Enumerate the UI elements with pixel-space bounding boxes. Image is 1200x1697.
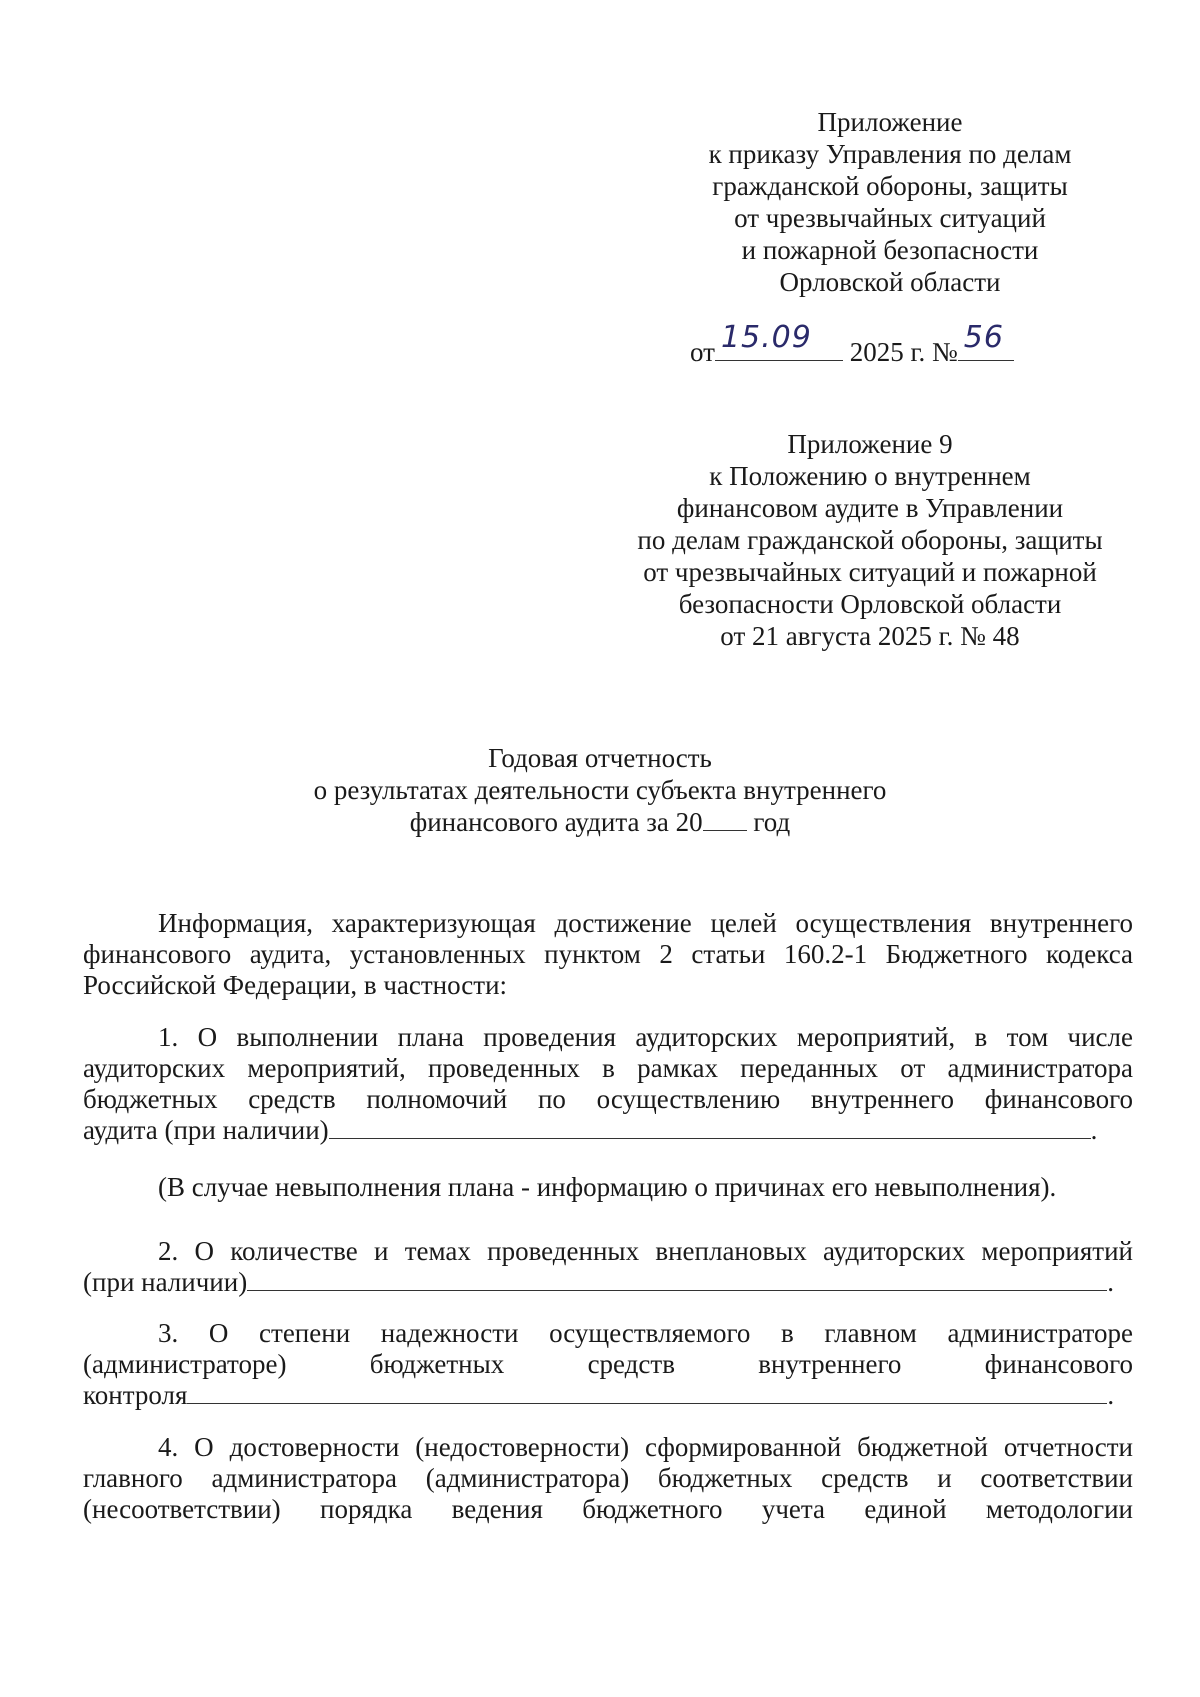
appendix-line: по делам гражданской обороны, защиты [637, 525, 1103, 555]
fill-in-blank [187, 1381, 1107, 1404]
paragraph-line: контроля . [83, 1380, 1115, 1410]
appendix-line: от чрезвычайных ситуаций [734, 203, 1046, 233]
paragraph-line: аудита (при наличии) . [83, 1115, 1098, 1145]
document-title [260, 742, 940, 838]
appendix-line: Приложение [817, 107, 963, 137]
appendix-line: гражданской обороны, защиты [712, 171, 1068, 201]
appendix-line: от 21 августа 2025 г. № 48 [720, 621, 1020, 651]
paragraph-line: (администраторе) бюджетных средств внутреннего финансового [83, 1349, 1133, 1379]
paragraph-line: (несоответствии) порядка ведения бюджетного учета единой методологии [83, 1494, 1133, 1524]
appendix-regulation-header [590, 428, 1150, 652]
paragraph-line: 1. О выполнении плана проведения аудиторских мероприятий, в том числе [158, 1022, 1133, 1052]
title-line: Годовая отчетность [488, 743, 712, 773]
title-line: финансового аудита за 20 год [409, 807, 791, 837]
paragraph-line: аудиторских мероприятий, проведенных в рамках переданных от администратора [83, 1053, 1133, 1083]
paragraph-line: 2. О количестве и темах проведенных внеплановых аудиторских мероприятий [158, 1236, 1133, 1266]
appendix-line: к приказу Управления по делам [708, 139, 1072, 169]
paragraph-line: 3. О степени надежности осуществляемого в главном администраторе [158, 1318, 1133, 1348]
handwritten-date: 15.09 [720, 320, 812, 355]
appendix-line: финансовом аудите в Управлении [676, 493, 1064, 523]
date-blank [715, 320, 843, 361]
appendix-line: от чрезвычайных ситуаций и пожарной [643, 557, 1097, 587]
appendix-line: безопасности Орловской области [678, 589, 1062, 619]
order-date-number-line [690, 320, 1150, 372]
date-prefix: от [690, 337, 715, 367]
paragraph-line: Информация, характеризующая достижение целей осуществления внутреннего [158, 908, 1133, 938]
item-4-paragraph [83, 1432, 1133, 1525]
title-line: о результатах деятельности субъекта внутреннего [313, 775, 887, 805]
appendix-order-header [660, 106, 1120, 298]
paragraph-line: главного администратора (администратора) бюджетных средств и соответствии [83, 1463, 1133, 1493]
item-2-paragraph [83, 1236, 1133, 1298]
item-1-paragraph [83, 1022, 1133, 1146]
year-number-text: 2025 г. № [849, 337, 958, 367]
paragraph-line: 4. О достоверности (недостоверности) сформированной бюджетной отчетности [158, 1432, 1133, 1462]
fill-in-blank [247, 1268, 1107, 1291]
paragraph-line: Российской Федерации, в частности: [83, 970, 508, 1000]
case-note-paragraph [83, 1172, 1133, 1203]
intro-paragraph [83, 908, 1133, 1001]
fill-in-blank [329, 1116, 1091, 1139]
paragraph-line: (В случае невыполнения плана - информацию о причинах его невыполнения). [158, 1172, 1057, 1202]
appendix-line: Орловской области [779, 267, 1001, 297]
appendix-line: к Положению о внутреннем [709, 461, 1031, 491]
paragraph-line: бюджетных средств полномочий по осуществлению внутреннего финансового [83, 1084, 1133, 1114]
paragraph-line: финансового аудита, установленных пунктом 2 статьи 160.2-1 Бюджетного кодекса [83, 939, 1133, 969]
number-blank [958, 320, 1014, 361]
item-3-paragraph [83, 1318, 1133, 1411]
year-blank [703, 808, 747, 831]
paragraph-line: (при наличии) . [83, 1267, 1114, 1297]
appendix-line: и пожарной безопасности [741, 235, 1039, 265]
handwritten-number: 56 [963, 320, 1004, 355]
appendix-line: Приложение 9 [787, 429, 953, 459]
